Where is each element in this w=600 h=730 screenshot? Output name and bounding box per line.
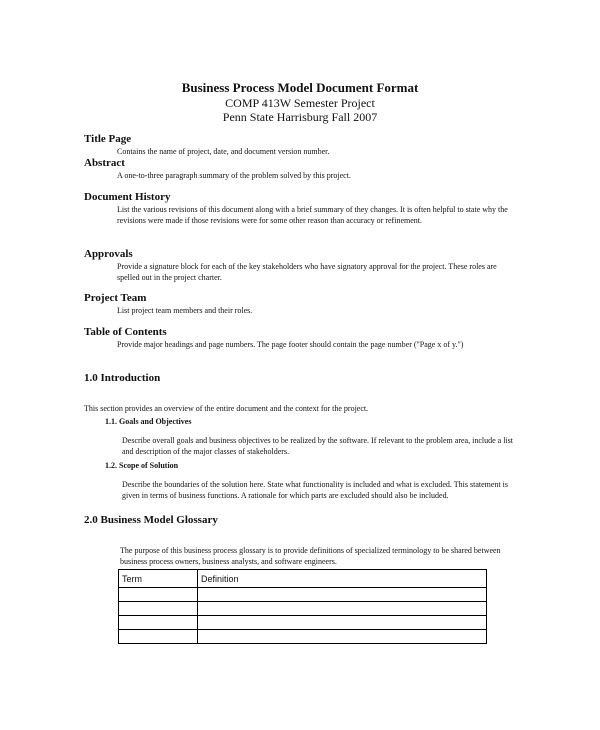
section-heading: 2.0 Business Model Glossary (84, 514, 218, 526)
document-title: Business Process Model Document Format (181, 80, 419, 95)
section-document-history (84, 191, 517, 226)
section-body: A one-to-three paragraph summary of the problem solved by this project. (117, 171, 351, 180)
subsection-body-goals: Describe overall goals and business objectives to be realized by the software. If relevant to the problem area, include a list and description of the major classes of stakeholders. (122, 436, 513, 456)
column-header-definition: Definition (198, 570, 487, 588)
glossary-body: The purpose of this business process glossary is to provide definitions of specialized terminology to be shared between business process owners, business analysts, and software engineers. (120, 546, 501, 566)
subsection-heading-scope: 1.2. Scope of Solution (105, 461, 179, 470)
table-cell (198, 616, 487, 630)
section-approvals (84, 248, 517, 283)
table-row (119, 630, 487, 644)
section-introduction (84, 372, 160, 385)
glossary-table (118, 569, 487, 644)
section-abstract (84, 157, 517, 181)
section-project-team (84, 292, 517, 316)
section-body: Contains the name of project, date, and document version number. (117, 147, 330, 156)
section-heading: Abstract (84, 157, 125, 169)
table-row (119, 616, 487, 630)
section-body: List the various revisions of this document along with a brief summary of they changes. It is often helpful to state why the revisions were made if those revisions were for some other reason than accuracy or refinement. (117, 205, 508, 225)
section-heading: Project Team (84, 292, 147, 304)
document-header (0, 80, 600, 124)
table-header-row (119, 570, 487, 588)
section-title-page (84, 133, 517, 157)
section-heading: Table of Contents (84, 326, 167, 338)
table-cell (198, 630, 487, 644)
section-body: List project team members and their roles. (117, 306, 253, 315)
document-subtitle-term: Penn State Harrisburg Fall 2007 (222, 110, 378, 124)
subsection-body-scope: Describe the boundaries of the solution here. State what functionality is included and what is excluded. This statement is given in terms of business functions. A rationale for which parts are excluded should also be included. (122, 480, 508, 500)
document-subtitle-course: COMP 413W Semester Project (225, 96, 375, 110)
table-cell (198, 602, 487, 616)
table-row (119, 602, 487, 616)
section-heading: Approvals (84, 248, 133, 260)
column-header-term: Term (119, 570, 198, 588)
section-heading: Title Page (84, 133, 132, 145)
section-glossary (84, 514, 218, 527)
section-table-of-contents (84, 326, 507, 350)
table-cell (119, 616, 198, 630)
table-cell (119, 602, 198, 616)
table-cell (119, 588, 198, 602)
introduction-body: This section provides an overview of the entire document and the context for the project. (84, 404, 369, 413)
table-row (119, 588, 487, 602)
section-body: Provide major headings and page numbers. The page footer should contain the page number ("Page x of y.") (117, 340, 464, 349)
section-heading: Document History (84, 191, 171, 203)
table-cell (198, 588, 487, 602)
section-body: Provide a signature block for each of the key stakeholders who have signatory approval for the project. These roles are spelled out in the project charter. (117, 262, 497, 282)
subsection-heading-goals: 1.1. Goals and Objectives (105, 417, 192, 426)
table-cell (119, 630, 198, 644)
section-heading: 1.0 Introduction (84, 372, 161, 384)
